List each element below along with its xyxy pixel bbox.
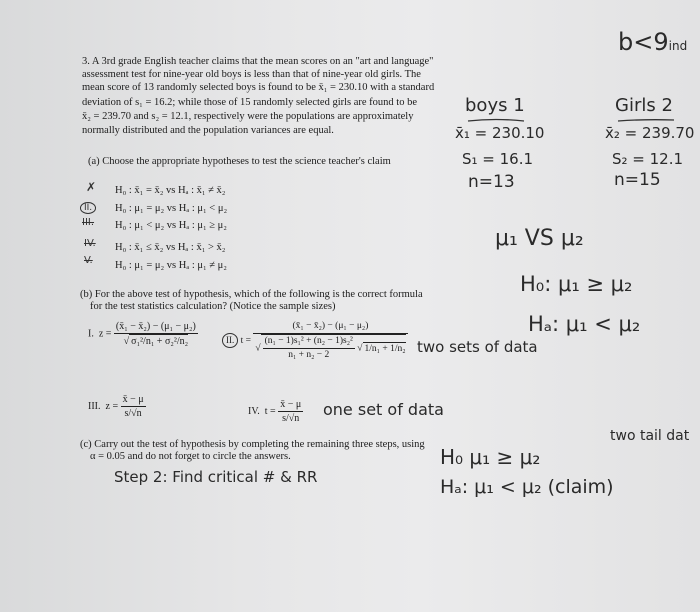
- formula-2: [222, 320, 408, 362]
- part-b-line-1: (b) For the above test of hypothesis, which of the following is the correct formula: [80, 289, 423, 300]
- hand-top-right-main: b<9: [618, 28, 669, 56]
- formula-1-prefix: z =: [98, 328, 112, 340]
- problem-intro-line-4: deviation of s₁ = 16.2; while those of 15 randomly selected girls are found to be: [82, 97, 418, 108]
- option-4-text: H₀ : x̄₁ ≤ x̄₂ vs Hₐ : x̄₁ > x̄₂: [115, 242, 226, 253]
- formula-1-numerator: (x̄₁ − x̄₂) − (μ₁ − μ₂): [115, 321, 196, 332]
- hand-h0: H₀: μ₁ ≥ μ₂: [520, 272, 633, 296]
- formula-3-label: III.: [88, 400, 101, 412]
- formula-3-denominator: s/√n: [124, 408, 142, 419]
- formula-3-prefix: z =: [105, 400, 119, 412]
- formula-2-label: II.: [222, 333, 238, 348]
- formula-3-numerator: x̄ − μ: [122, 394, 144, 405]
- option-3-text: H₀ : μ₁ < μ₂ vs Hₐ : μ₁ ≥ μ₂: [115, 220, 227, 231]
- hand-girls-mean: x̄₂ = 239.70: [605, 124, 695, 142]
- hand-boys-title: boys 1: [465, 95, 525, 116]
- problem-intro-line-3: mean score of 13 randomly selected boys is found to be x̄₁ = 230.10 with a standard: [82, 82, 435, 93]
- hand-step2: Step 2: Find critical # & RR: [114, 468, 318, 486]
- hand-girls-title: Girls 2: [615, 95, 673, 116]
- option-1-text: H₀ : x̄₁ = x̄₂ vs Hₐ : x̄₁ ≠ x̄₂: [115, 185, 226, 196]
- formula-1: [88, 320, 198, 348]
- formula-4-label: IV.: [248, 405, 260, 417]
- hand-c-h0: H₀ μ₁ ≥ μ₂: [440, 445, 541, 469]
- option-4-mark: IV.: [84, 238, 96, 249]
- hand-one-set: one set of data: [323, 400, 444, 419]
- hand-boys-mean: x̄₁ = 230.10: [455, 124, 545, 142]
- formula-2-den-b: n₁ + n₂ − 2: [288, 350, 330, 360]
- hand-top-right: [618, 28, 687, 56]
- formula-4: [248, 398, 303, 425]
- formula-2-prefix: t =: [240, 336, 251, 347]
- option-5-mark: V.: [84, 255, 93, 266]
- formula-2-fraction: (x̄₁ − x̄₂) − (μ₁ − μ₂) √ $\frac{\text{(n₁ − 1)s₁² + (n₂ − 1)s₂²}}{\text{n₁ + n₂ − 2}}$ √ 1/n₁ + 1/n₂: [255, 321, 406, 360]
- formula-1-fraction: $\frac{\text{(x̄₁ − x̄₂) − (μ₁ − μ₂)}}{\text{√ σ₁²/n₁ + σ₂²/n₂}}$: [115, 321, 196, 347]
- formula-4-fraction: [278, 398, 303, 425]
- formula-4-denominator: s/√n: [282, 413, 300, 424]
- option-2-text: H₀ : μ₁ = μ₂ vs Hₐ : μ₁ < μ₂: [115, 203, 228, 214]
- formula-4-prefix: t =: [264, 405, 276, 417]
- formula-2-den-a: (n₁ − 1)s₁² + (n₂ − 1)s₂²: [263, 335, 355, 349]
- hand-girls-sd: S₂ = 12.1: [612, 150, 684, 168]
- formula-2-numerator: (x̄₁ − x̄₂) − (μ₁ − μ₂): [253, 320, 407, 334]
- hand-vs: μ₁ VS μ₂: [495, 226, 584, 251]
- problem-intro-line-5: x̄₂ = 239.70 and s₂ = 12.1, respectively were the populations are approximately: [82, 111, 414, 122]
- part-b-line-2: for the test statistics calculation? (Notice the sample sizes): [90, 301, 336, 312]
- option-2-circle: II.: [80, 202, 96, 214]
- problem-intro-line-1: 3. A 3rd grade English teacher claims that the mean scores on an "art and language": [82, 56, 434, 67]
- problem-intro-line-2: assessment test for nine-year old boys is less than that of nine-year old girls. The: [82, 69, 421, 80]
- option-5-text: H₀ : μ₁ = μ₂ vs Hₐ : μ₁ ≠ μ₂: [115, 260, 227, 271]
- formula-1-denominator: σ₁²/n₁ + σ₂²/n₂: [131, 336, 189, 347]
- hand-c-ha: Hₐ: μ₁ < μ₂ (claim): [440, 476, 614, 498]
- hand-two-sets: two sets of data: [417, 338, 538, 356]
- boys-underline: [466, 118, 526, 124]
- option-1-mark: ✗: [86, 180, 97, 194]
- formula-3-fraction: [121, 393, 146, 420]
- option-3-mark: III.: [82, 217, 95, 228]
- girls-underline: [616, 118, 676, 124]
- hand-two-tail: two tail dat: [610, 428, 690, 444]
- part-a-question: (a) Choose the appropriate hypotheses to test the science teacher's claim: [88, 156, 391, 167]
- hand-ha: Hₐ: μ₁ < μ₂: [528, 312, 641, 336]
- problem-intro-line-6: normally distributed and the population variances are equal.: [82, 125, 334, 136]
- part-c-line-2: α = 0.05 and do not forget to circle the answers.: [90, 451, 291, 462]
- hand-top-right-cut: ind: [668, 39, 688, 53]
- option-2-mark: [80, 199, 96, 214]
- hand-boys-sd: S₁ = 16.1: [462, 150, 534, 168]
- formula-2-den-c: 1/n₁ + 1/n₂: [364, 343, 406, 354]
- formula-3: [88, 393, 146, 420]
- part-c-line-1: (c) Carry out the test of hypothesis by completing the remaining three steps, using: [80, 439, 425, 450]
- formula-1-label: I.: [88, 328, 94, 340]
- hand-girls-n: n=15: [614, 170, 661, 190]
- hand-boys-n: n=13: [468, 172, 515, 192]
- formula-4-numerator: x̄ − μ: [280, 399, 302, 410]
